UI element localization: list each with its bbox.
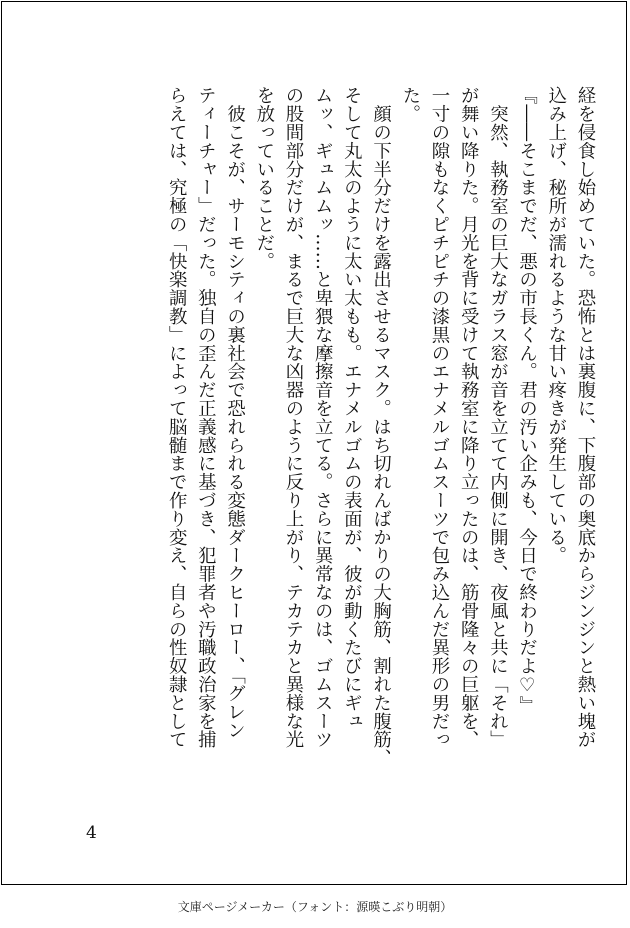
text-line: 込み上げ、秘所が濡れるような甘い疼きが発生している。 <box>545 86 567 565</box>
text-line: 一寸の隙もなくピチピチの漆黒のエナメルゴムスーツで包み込んだ異形の男だっ <box>428 86 450 749</box>
text-line: た。 <box>399 86 421 123</box>
page-frame <box>1 1 627 885</box>
text-line: ムッ、ギュムムッ……と卑猥な摩擦音を立てる。さらに異常なのは、ゴムスーツ <box>312 86 334 749</box>
text-line: 『――そこまでだ、悪の市長くん。君の汚い企みも、今日で終わりだよ♡』 <box>516 86 538 715</box>
text-line: らえては、究極の「快楽調教」によって脳髄まで作り変え、自らの性奴隷として <box>166 86 188 749</box>
text-line: が舞い降りた。月光を背に受けて執務室に降り立ったのは、筋骨隆々の巨躯を、 <box>458 86 480 749</box>
text-line: 経を侵食し始めていた。恐怖とは裏腹に、下腹部の奥底からジンジンと熱い塊が <box>575 86 596 749</box>
vertical-text-column <box>40 86 600 822</box>
text-line: 彼こそが、サーモシティの裏社会で恐れられる変態ダークヒーロー、「グレン <box>224 86 246 740</box>
text-line: 顔の下半分だけを露出させるマスク。はち切れんばかりの大胸筋、割れた腹筋、 <box>370 86 392 767</box>
page-number: 4 <box>86 823 97 843</box>
text-line: 突然、執務室の巨大なガラス窓が音を立てて内側に開き、夜風と共に「それ」 <box>487 86 509 749</box>
footer-caption: 文庫ページメーカー（フォント：源暎こぶり明朝） <box>177 900 453 914</box>
text-line: の股間部分だけが、まるで巨大な凶器のように反り上がり、テカテカと異様な光 <box>282 86 304 749</box>
text-line: そして丸太のように太い太もも。エナメルゴムの表面が、彼が動くたびにギュ <box>341 86 363 730</box>
text-line: ティーチャー」だった。独自の歪んだ正義感に基づき、犯罪者や汚職政治家を捕 <box>195 86 217 749</box>
text-line: を放っていることだ。 <box>253 86 275 270</box>
